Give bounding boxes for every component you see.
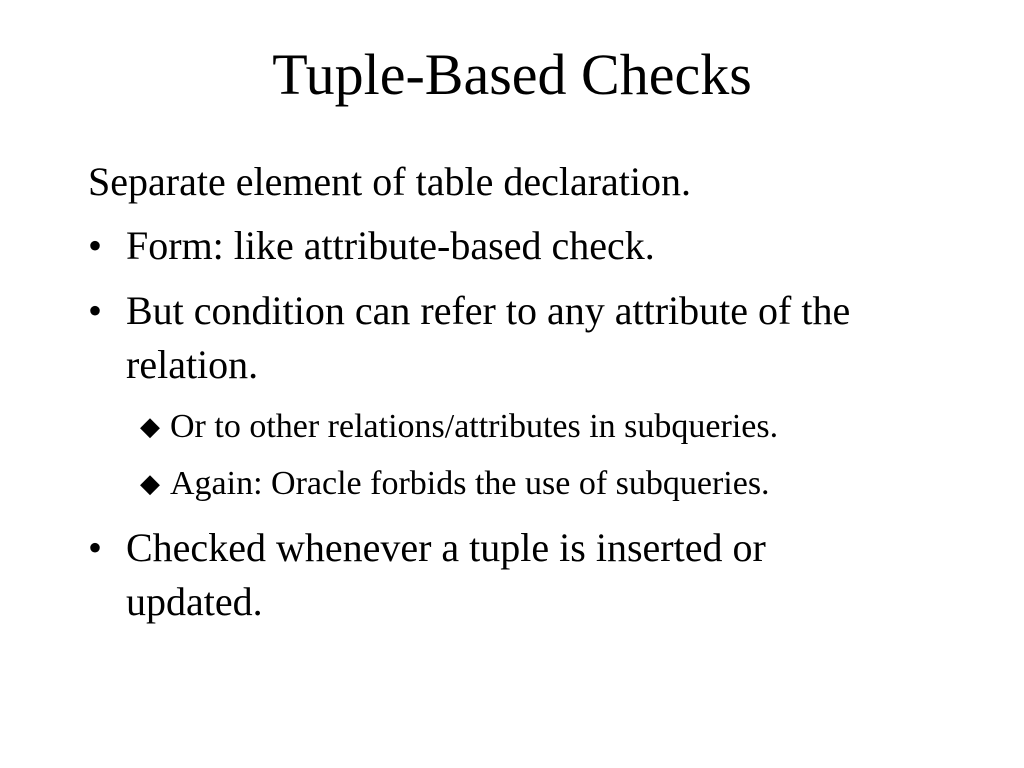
diamond-bullet-icon: ◆ bbox=[140, 469, 160, 498]
bullet-text: But condition can refer to any attribute of the relation. bbox=[126, 288, 851, 387]
diamond-bullet-icon: ◆ bbox=[140, 412, 160, 441]
bullet-text: Form: like attribute-based check. bbox=[126, 223, 655, 268]
slide-title: Tuple-Based Checks bbox=[272, 42, 752, 107]
intro-text: Separate element of table declaration. bbox=[88, 159, 692, 204]
bullet-dot-icon: • bbox=[88, 223, 103, 268]
bullet-dot-icon: • bbox=[88, 288, 103, 333]
bullet-text: Checked whenever a tuple is inserted or updated. bbox=[126, 525, 766, 624]
bullet-item bbox=[88, 521, 906, 629]
bullet-item bbox=[88, 284, 906, 392]
bullet-dot-icon: • bbox=[88, 525, 103, 570]
sub-bullet-item bbox=[140, 464, 770, 504]
bullet-item bbox=[88, 219, 906, 273]
sub-bullet-item bbox=[140, 407, 778, 447]
sub-bullet-text: Or to other relations/attributes in subqueries. bbox=[170, 408, 779, 445]
sub-bullet-text: Again: Oracle forbids the use of subqueries. bbox=[170, 465, 770, 502]
